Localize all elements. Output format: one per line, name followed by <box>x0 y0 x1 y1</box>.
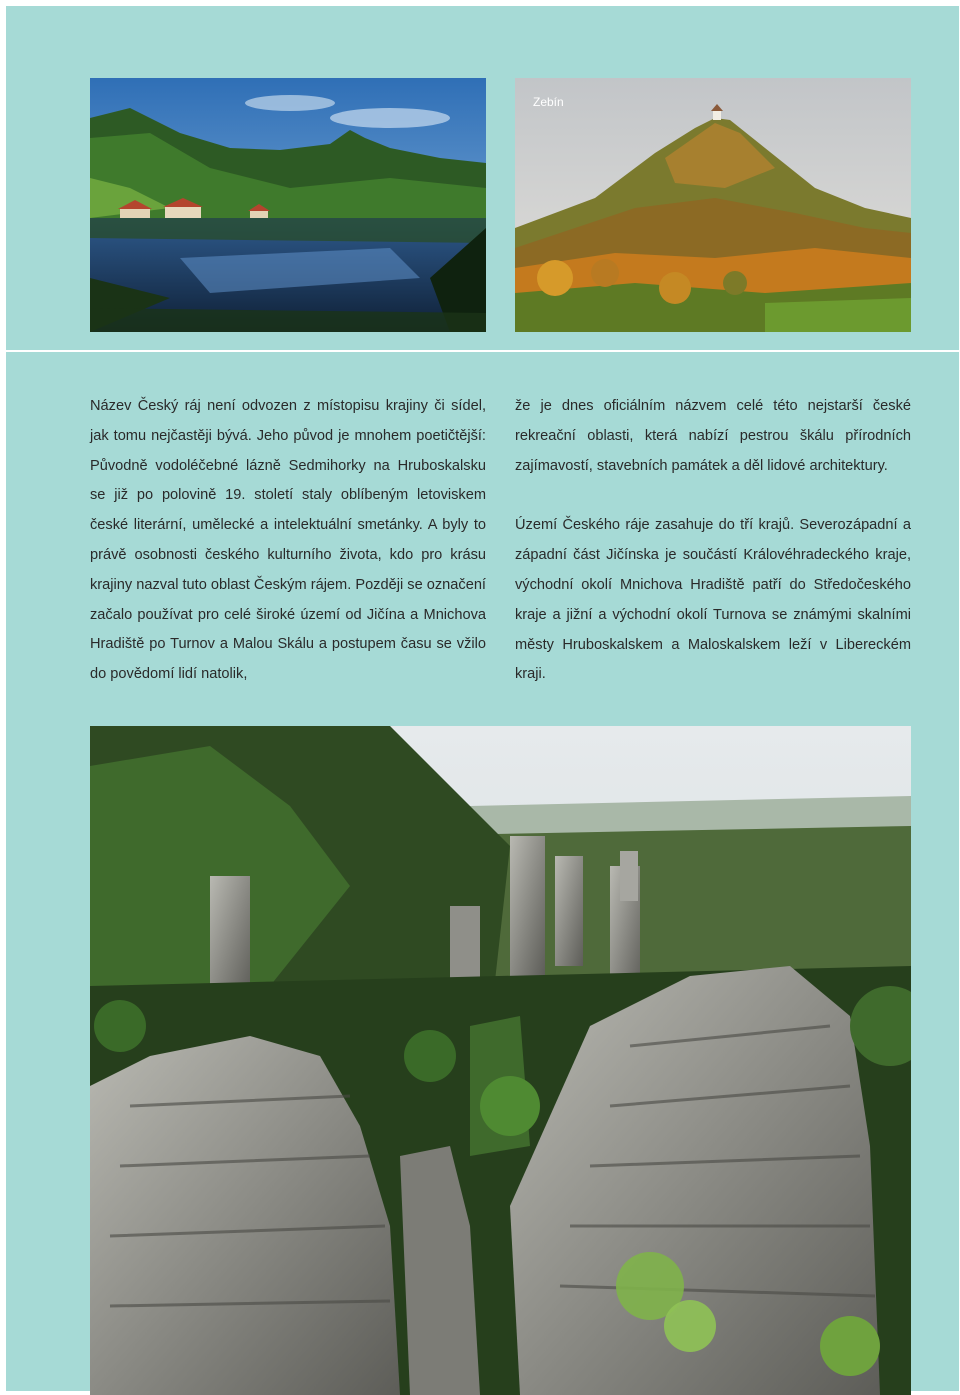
section-divider <box>6 350 959 352</box>
photo-caption-zebin: Zebín <box>533 95 564 109</box>
article-column-right <box>515 392 911 690</box>
lake-photo <box>90 78 486 332</box>
article-paragraph: že je dnes oficiálním názvem celé této nejstarší české rekreační oblasti, která nabízí pestrou škálu přírodních zajímavostí, stavebních památek a děl lidové architektury. <box>515 398 911 474</box>
article-column-left <box>90 392 486 690</box>
article-paragraph: Území Českého ráje zasahuje do tří krajů. Severozápadní a západní část Jičínska je součástí Královéhradeckého kraje, východní okolí Mnichova Hradiště patří do Středočeského kraje a jižní a východní okolí Turnova se známými skalními městy Hruboskalskem a Maloskalskem leží v Libereckém kraji. <box>515 517 911 683</box>
article-paragraph: Název Český ráj není odvozen z místopisu krajiny či sídel, jak tomu nejčastěji bývá. Jeho původ je mnohem poetičtější: Původně vodoléčebné lázně Sedmihorky na Hruboskalsku se již po polovině 19. století staly oblíbeným letoviskem české literární, umělecké a intelektuální smetánky. A byly to právě osobnosti českého kulturního života, kdo pro krásu krajiny nazval tuto oblast Českým rájem. Později se označení začalo používat pro celé široké území od Jičína a Mnichova Hradiště po Turnov a Malou Skálu a postupem času se vžilo do povědomí lidí natolik, <box>90 398 486 683</box>
zebin-hill-photo <box>515 78 911 332</box>
rock-town-photo <box>90 726 911 1395</box>
